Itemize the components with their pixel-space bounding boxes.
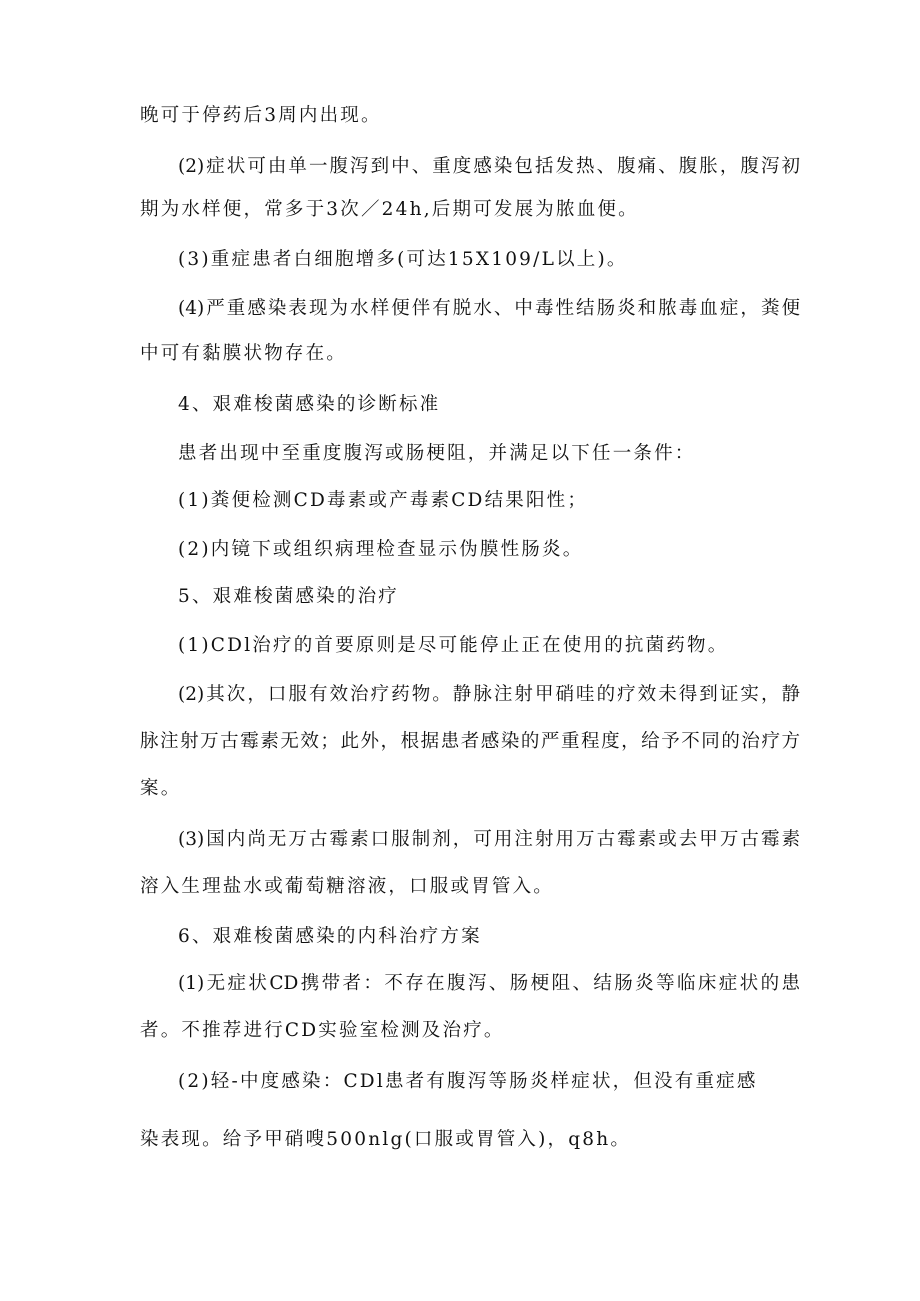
text-line-9: (1)粪便检测CD毒素或产毒素CD结果阳性； (178, 490, 589, 511)
text-line-2: (2)症状可由单一腹泻到中、重度感染包括发热、腹痛、腹胀，腹泻初 (178, 156, 800, 177)
text-line-8: 患者出现中至重度腹泻或肠梗阻，并满足以下任一条件： (178, 443, 696, 464)
text-line-21: (2)轻-中度感染：CDl患者有腹泻等肠炎样症状，但没有重症感 (178, 1071, 758, 1092)
section-heading-4: 4、艰难梭菌感染的诊断标准 (178, 394, 441, 415)
text-line-16: (3)国内尚无万古霉素口服制剂，可用注射用万古霉素或去甲万古霉素 (178, 829, 800, 850)
text-line-5: (4)严重感染表现为水样便伴有脱水、中毒性结肠炎和脓毒血症，粪便 (178, 298, 800, 319)
text-line-4: (3)重症患者白细胞增多(可达15X109/L以上)。 (178, 249, 628, 270)
text-line-12: (1)CDl治疗的首要原则是尽可能停止正在使用的抗菌药物。 (178, 635, 729, 656)
text-line-17: 溶入生理盐水或葡萄糖溶液，口服或胃管入。 (140, 876, 555, 897)
text-line-1: 晚可于停药后3周内出现。 (140, 105, 382, 126)
section-heading-5: 5、艰难梭菌感染的治疗 (178, 586, 399, 607)
text-line-20: 者。不推荐进行CD实验室检测及治疗。 (140, 1020, 505, 1041)
text-line-15: 案。 (140, 778, 182, 799)
section-heading-6: 6、艰难梭菌感染的内科治疗方案 (178, 926, 482, 947)
text-line-22: 染表现。给予甲硝嗖500nlg(口服或胃管入)，q8h。 (140, 1129, 632, 1150)
text-line-19: (1)无症状CD携带者：不存在腹泻、肠梗阻、结肠炎等临床症状的患 (178, 973, 800, 994)
text-line-13: (2)其次，口服有效治疗药物。静脉注射甲硝哇的疗效未得到证实，静 (178, 684, 800, 705)
text-line-14: 脉注射万古霉素无效；此外，根据患者感染的严重程度，给予不同的治疗方 (140, 731, 800, 752)
text-line-3: 期为水样便，常多于3次／24h,后期可发展为脓血便。 (140, 199, 639, 220)
text-line-6: 中可有黏膜状物存在。 (140, 343, 348, 364)
text-line-10: (2)内镜下或组织病理检查显示伪膜性肠炎。 (178, 539, 584, 560)
